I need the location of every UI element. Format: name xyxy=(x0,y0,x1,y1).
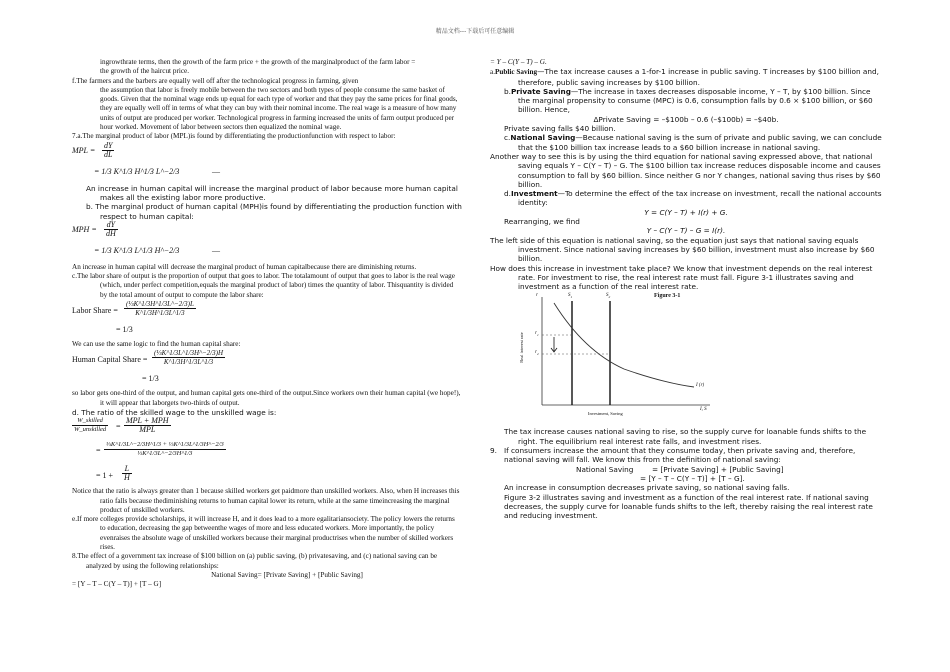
paragraph-another-way: Another way to see this is by using the third equation for national saving expressed above, that national saving equals Y – C(Y – T) – G. The $100 billion tax increase reduces disposable income and causes consumption to fall by $60 billion. Since neither G nor Y changes, national saving thus rises by $60 billion. xyxy=(490,151,881,189)
labor-share-value: = 1/3 xyxy=(116,325,133,335)
paragraph-c: c.The labor share of output is the proportion of output that goes to labor. The totalamount of output that goes to labor is the real wage (which, under perfect competition,equals the marginal product of labor) times the quantity of labor. Thisquantity is divided by the total amount of output to compute the labor share: xyxy=(72,272,455,299)
paragraph-notice: Notice that the ratio is always greater than 1 because skilled workers get paidmore than unskilled workers. Also, when H increases this ratio falls because thediminishing returns to human capital lower its return, while at the same timeincreasing the marginal product of unskilled workers. xyxy=(72,487,460,514)
investment-curve xyxy=(554,303,694,387)
equation-line: = Y – C(Y – T) – G. xyxy=(490,58,547,66)
item-b-private-saving: b.Private Saving—The increase in taxes decreases disposable income, Y – T, by $100 billion. Since the marginal propensity to consume (MPC) is 0.6, consumption falls by 0.6 × $100 billion, or $60 billion. Hence, xyxy=(504,86,873,115)
figure-3-1 xyxy=(514,291,714,423)
labor-share-equation: Labor Share = $\frac{\text{(⅓K\textasciicircum{}1/3H\textasciicircum{}1/3L\textasciicircum{}−2/3)L}}{K\^{}1/3H\^{}1/3L\^{}1/3}$ xyxy=(72,300,194,318)
x-axis-letter: I, S xyxy=(700,407,707,413)
mph-derivative: = 1/3 K^1/3 L^1/3 H^−2/3 — xyxy=(94,245,220,255)
question-7a: 7.a.The marginal product of labor (MPL)is found by differentiating the productionfunction with respect to labor: xyxy=(72,132,396,141)
paragraph-f-body: the assumption that labor is freely mobile between the two sectors and both types of people consume the same basket of goods. Given that the nominal wage ends up equal for each type of worker and that they pay the same prices for final goods, they are equally well off in terms of what they can buy with their nominal income. The real wage is a measure of how many units of output are produced per worker. Technological progress in farming increased the units of farm output produced per hour worked. Movement of labor between sectors then equalized the nominal wage. xyxy=(100,85,458,132)
paragraph-e: e.If more colleges provide scholarships, it will increase H, and it does lead to a more egalitariansociety. The policy lowers the returns to education, decreasing the gap betweenthe wages of more and less educated workers. More importantly, the policy evenraises the absolute wage of unskilled workers because their marginal productrises when the number of skilled workers rises. xyxy=(72,515,455,552)
human-capital-share-equation: Human Capital Share = $\frac{\text{(⅓K\textasciicircum{}1/3L\textasciicircum{}1/3H\textasciicircum{}−2/3)H}}{K\^{}1/3H\^{}1/3L\^{}1/3}$ xyxy=(72,349,224,367)
s1-label: $S_1$ xyxy=(568,293,573,300)
item-d-investment: d.Investment—To determine the effect of the tax increase on investment, recall the national accounts identity: xyxy=(504,189,882,208)
paragraph-d: d. The ratio of the skilled wage to the unskilled wage is: xyxy=(72,407,277,417)
national-saving-equation: = [Y – T – C(Y – T)] + [T – G] xyxy=(72,580,162,589)
y-axis-letter: r xyxy=(536,293,538,299)
text-line: Private saving falls $40 billion. xyxy=(504,124,616,134)
wage-ratio-equation: W_skilled W_unskilled = MPL + MPH MPL xyxy=(74,416,169,435)
r1-label: $r_1$ xyxy=(535,331,539,338)
text-line: ingrowthrate terms, then the growth of the farm price + the growth of the marginalproduct of the farm labor = xyxy=(100,58,416,66)
r2-label: $r_2$ xyxy=(535,350,539,357)
paragraph-b: b. The marginal product of human capital (MPH)is found by differentiating the production function with respect to human capital: xyxy=(86,202,462,221)
question-9: 9. If consumers increase the amount that they consume today, then private saving and, therefore, national saving will fall. We know this from the definition of national saving: xyxy=(490,446,856,465)
paragraph-left-side: The left side of this equation is national saving, so the equation just says that national saving equals investment. Since national saving increases by $60 billion, investment must also increase by $60 billion. xyxy=(490,235,875,264)
left-column xyxy=(72,58,462,590)
s2-label: $S_2$ xyxy=(606,293,611,300)
national-saving-equation: = [Y – T – C(Y – T)] + [T – G]. xyxy=(640,473,745,483)
wage-ratio-expanded: = $\frac{\text{⅓K\textasciicircum{}1/3L\textasciicircum{}−2/3H\textasciicircum{}1/3 + ⅓K\textasciicircum{}1/3L\textasciicircum{}1/3H\textasciicircum{}−2/3}}{\text{⅓K\textasciicircum{}1/3L\textasciicircum{}−2/3H\textasciicircum{}1/3}}$ xyxy=(96,441,224,458)
figure-title: Figure 3-1 xyxy=(654,293,681,300)
text-line: the growth of the haircut price. xyxy=(100,67,190,76)
mph-equation: MPH = $\frac{dY}{dH}$ xyxy=(72,219,116,238)
investment-curve-label: I (r) xyxy=(696,383,705,389)
rearranged-equation: Y – C(Y – T) – G = I(r). xyxy=(646,226,726,236)
paragraph-so-labor: so labor gets one-third of the output, and human capital gets one-third of the output.Since workers own their human capital (we hope!), it will appear that laborgets two-thirds of output. xyxy=(72,389,461,407)
right-column xyxy=(490,58,882,520)
paragraph-how: How does this increase in investment take place? We know that investment depends on the real interest rate. For investment to rise, the real interest rate must fall. Figure 3-1 illustrates saving and investment as a function of the real interest rate. xyxy=(490,263,873,292)
item-a-public-saving: a.Public Saving—The tax increase causes a 1-for-1 increase in public saving. T increases by $100 billion and, therefore, public saving increases by $100 billion. xyxy=(490,67,879,87)
national-saving-line: National Saving= [Private Saving] + [Public Saving] xyxy=(211,570,363,579)
text-line: We can use the same logic to find the human capital share: xyxy=(72,340,241,349)
paragraph-f: f.The farmers and the barbers are equally well off after the technological progress in farming, given xyxy=(72,76,359,85)
mpl-equation: MPL = $\frac{dY}{dL}$ xyxy=(72,140,113,159)
delta-private-saving: ΔPrivate Saving = –$100b – 0.6 (–$100b) = –$40b. xyxy=(593,114,779,124)
human-capital-share-value: = 1/3 xyxy=(142,374,159,384)
national-saving-line: National Saving = [Private Saving] + [Public Saving] xyxy=(576,464,784,474)
mpl-derivative: = 1/3 K^1/3 H^1/3 L^−2/3 — xyxy=(94,166,220,176)
question-8: 8.The effect of a government tax increase of $100 billion on (a) public saving, (b) privatesaving, and (c) national saving can be analyzed by using the following relationships: xyxy=(72,552,438,570)
figure-3-1-chart xyxy=(514,291,714,423)
item-c-national-saving: c.National Saving—Because national saving is the sum of private and public saving, we can conclude that the $100 billion tax increase leads to a $60 billion increase in national saving. xyxy=(504,133,882,152)
text-line: An increase in consumption decreases private saving, so national saving falls. xyxy=(504,483,790,493)
y-axis-label: Real interest rate xyxy=(518,332,524,364)
mpl-explanation: An increase in human capital will increase the marginal product of labor because more human capital makes all the existing labor more productive. xyxy=(86,183,458,202)
x-axis-label: Investment, Saving xyxy=(588,411,623,417)
page-header: 精品文档---下载后可任意编辑 xyxy=(435,28,515,35)
mph-explanation: An increase in human capital will decrease the marginal product of human capitalbecause there are diminishing returns. xyxy=(72,262,417,271)
text-line: Rearranging, we find xyxy=(504,217,580,227)
identity-equation: Y = C(Y – T) + I(r) + G. xyxy=(644,207,728,217)
wage-ratio-simplified: = 1 + $\frac{L}{H}$ xyxy=(96,464,130,483)
paragraph-figure-3-2: Figure 3-2 illustrates saving and investment as a function of the real interest rate. If national saving decreases, the supply curve for loanable funds shifts to the left, thereby raising the real interest rate and reducing investment. xyxy=(504,492,873,521)
figure-caption: The tax increase causes national saving to rise, so the supply curve for loanable funds shifts to the right. The equilibrium real interest rate falls, and investment rises. xyxy=(504,427,867,446)
